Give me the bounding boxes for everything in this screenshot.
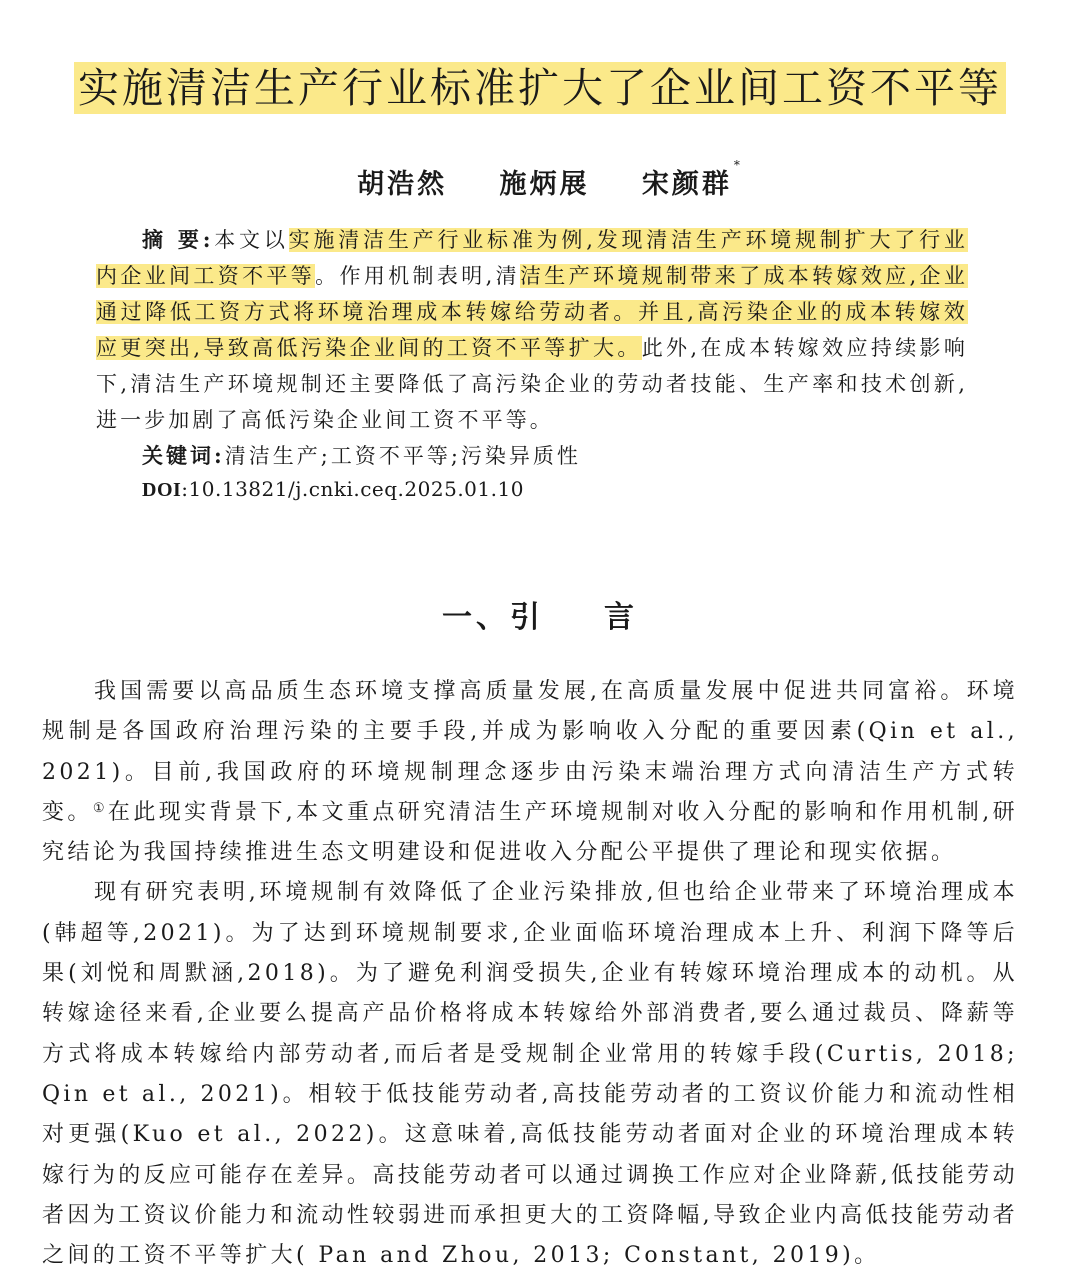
body-text xyxy=(42,672,1018,1276)
paragraph-1-text-a: 我国需要以高品质生态环境支撑高质量发展,在高质量发展中促进共同富裕。环境规制是各国政府治理污染的主要手段,并成为影响收入分配的重要因素(Qin et al., 2021)。目前,我国政府的环境规制理念逐步由污染末端治理方式向清洁生产方式转变。 xyxy=(42,679,1018,825)
author-name: 宋颜群 xyxy=(641,169,732,200)
keywords-text: 清洁生产;工资不平等;污染异质性 xyxy=(224,444,581,468)
title-highlight: 实施清洁生产行业标准扩大了企业间工资不平等 xyxy=(74,62,1006,114)
author-name: 施炳展 xyxy=(499,169,590,200)
body-paragraph: 现有研究表明,环境规制有效降低了企业污染排放,但也给企业带来了环境治理成本(韩超等,2021)。为了达到环境规制要求,企业面临环境治理成本上升、利润下降等后果(刘悦和周默涵,2018)。为了避免利润受损失,企业有转嫁环境治理成本的动机。从转嫁途径来看,企业要么提高产品价格将成本转嫁给外部消费者,要么通过裁员、降薪等方式将成本转嫁给内部劳动者,而后者是受规制企业常用的转嫁手段(Curtis, 2018; Qin et al., 2021)。相较于低技能劳动者,高技能劳动者的工资议价能力和流动性相对更强(Kuo et al., 2022)。这意味着,高低技能劳动者面对企业的环境治理成本转嫁行为的反应可能存在差异。高技能劳动者可以通过调换工作应对企业降薪,低技能劳动者因为工资议价能力和流动性较弱进而承担更大的工资降幅,导致企业内高低技能劳动者之间的工资不平等扩大( Pan and Zhou, 2013; Constant, 2019)。 xyxy=(42,880,1018,1269)
abstract-label: 摘 要: xyxy=(142,227,214,252)
abstract-highlight: 洁生产环境规制带来了成本转嫁效应,企业通过降低工资方式将环境治理成本转嫁给劳动者。并且,高污染企业的成本转嫁效应更突出,导致高低污染企业间的工资不平等扩大。 xyxy=(96,264,968,360)
author-line xyxy=(0,158,1080,201)
author-footnote-mark: * xyxy=(733,158,743,172)
abstract xyxy=(96,222,968,438)
paragraph-1-text-b: 在此现实背景下,本文重点研究清洁生产环境规制对收入分配的影响和作用机制,研究结论为我国持续推进生态文明建设和促进收入分配公平提供了理论和现实依据。 xyxy=(42,799,1018,866)
section-title-a: 引 xyxy=(510,600,544,635)
abstract-mid: 。作用机制表明,清 xyxy=(315,264,520,288)
author-name: 胡浩然 xyxy=(357,169,448,200)
doi-text: :10.13821/j.cnki.ceq.2025.01.10 xyxy=(181,477,524,501)
keywords-label: 关键词: xyxy=(142,443,225,468)
abstract-rest: 此外,在成本转嫁效应持续影响下,清洁生产环境规制还主要降低了高污染企业的劳动者技能、生产率和技术创新,进一步加剧了高低污染企业间工资不平等。 xyxy=(96,336,968,432)
doi xyxy=(142,477,524,502)
footnote-ref[interactable]: ① xyxy=(92,800,108,816)
section-title-b: 言 xyxy=(604,600,638,635)
paper-title xyxy=(0,58,1080,118)
doi-label: DOI xyxy=(142,479,182,501)
body-paragraph xyxy=(42,672,1018,873)
section-heading xyxy=(0,592,1080,636)
keywords xyxy=(142,440,581,470)
abstract-highlight: 实施清洁生产行业标准为例,发现清洁生产环境规制扩大了行业内企业间工资不平等 xyxy=(96,228,968,288)
abstract-intro: 本文以 xyxy=(213,228,289,252)
section-number: 一、 xyxy=(442,600,510,635)
